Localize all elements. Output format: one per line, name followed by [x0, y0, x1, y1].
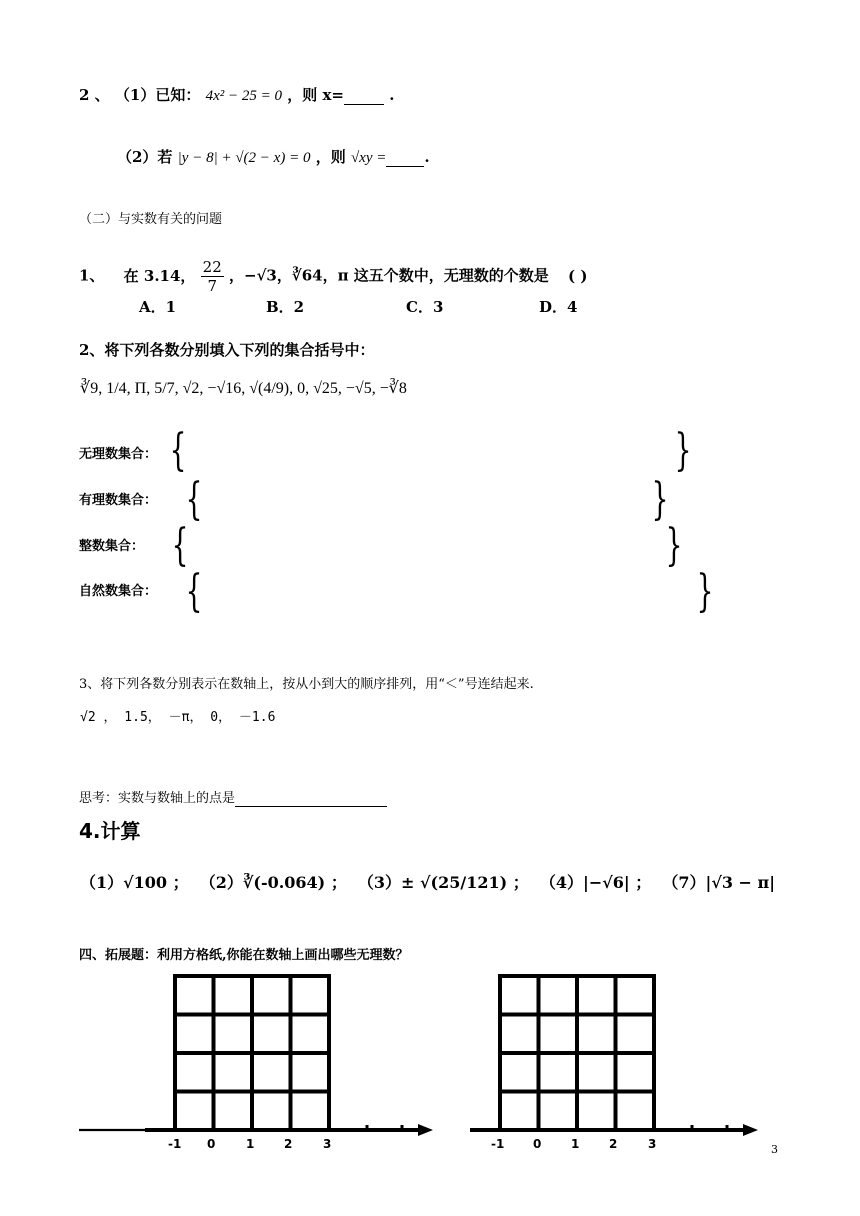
axis-label: 3 [323, 1137, 332, 1151]
q-axis-numbers: √2 ， 1.5， －π， 0， －1.6 [80, 710, 276, 725]
right-brace: } [696, 566, 714, 617]
q-axis-title: 3、将下列各数分别表示在数轴上，按从小到大的顺序排列，用“＜”号连结起来. [79, 677, 534, 692]
q2-part1-end: . [383, 86, 395, 104]
axis-label: -1 [491, 1137, 505, 1151]
option-b: B．2 [266, 298, 305, 316]
grid-right [500, 976, 654, 1130]
think-line [79, 787, 387, 807]
calc-item-1: （1）√100 ； [80, 873, 189, 892]
q2-part1-tail: ，则 x= [287, 86, 344, 104]
axis-label: 0 [207, 1137, 216, 1151]
calc-item-2: （2）∛(-0.064) ； [199, 873, 347, 892]
right-brace: } [665, 520, 683, 571]
set-label-rational: 有理数集合： [79, 493, 158, 508]
calc-item-4: （4）|−√6| ； [539, 873, 652, 892]
calc-item-7: （7）|√3 − π| [662, 873, 776, 892]
axis-label: 1 [246, 1137, 255, 1151]
q2-part2-expression: √xy = [350, 150, 387, 166]
q2-part2-end: . [424, 148, 430, 166]
left-brace: { [185, 474, 203, 525]
option-a: A．1 [139, 298, 177, 316]
axis-label: 1 [571, 1137, 580, 1151]
fraction-numerator: 22 [202, 258, 222, 276]
fraction-denominator: 7 [207, 277, 217, 295]
q2-part2-tail: ，则 [315, 148, 346, 166]
q-calc-items [80, 870, 775, 893]
q2-part2-label: （2）若 [117, 148, 173, 166]
q-irrational-stem-a: 在 3.14， [123, 266, 196, 285]
page-number: 3 [771, 1143, 778, 1156]
axis-label: 0 [533, 1137, 542, 1151]
answer-blank [235, 791, 387, 807]
axis-label: 2 [609, 1137, 618, 1151]
answer-paren: ( ) [568, 266, 588, 285]
left-brace: { [169, 425, 187, 476]
fraction [201, 258, 224, 295]
section-title-4: 四、拓展题：利用方格纸,你能在数轴上画出哪些无理数？ [79, 948, 409, 963]
answer-blank [386, 148, 424, 167]
q2-part2 [117, 146, 430, 167]
grid-left [175, 976, 329, 1130]
set-label-natural: 自然数集合： [79, 584, 158, 599]
section-title-2: （二）与实数有关的问题 [79, 212, 223, 227]
number-line-left [79, 1124, 433, 1136]
answer-blank [344, 86, 384, 105]
axis-label: 3 [648, 1137, 657, 1151]
set-label-integer: 整数集合： [79, 539, 145, 554]
axis-label: 2 [284, 1137, 293, 1151]
q2-part1-equation: 4x² − 25 = 0 [205, 88, 282, 104]
grid-figure [0, 968, 860, 1178]
think-label: 思考：实数与数轴上的点是 [79, 791, 236, 806]
calc-item-3: （3）± √(25/121) ； [357, 873, 529, 892]
q2-part2-equation: |y − 8| + √(2 − x) = 0 [177, 150, 311, 166]
left-brace: { [185, 566, 203, 617]
q2-part1 [79, 84, 394, 105]
left-brace: { [171, 520, 189, 571]
q2-part1-label: （1）已知： [114, 86, 201, 104]
set-label-irrational: 无理数集合： [79, 447, 158, 462]
right-brace: } [674, 425, 692, 476]
q-calc-title: 4.计算 [79, 819, 141, 843]
q-irrational [79, 258, 587, 295]
right-brace: } [651, 474, 669, 525]
option-c: C．3 [406, 298, 444, 316]
q-irrational-number: 1、 [79, 266, 105, 285]
axis-label: -1 [168, 1137, 182, 1151]
q-irrational-stem-b: ，−√3，∛64，π 这五个数中，无理数的个数是 [229, 266, 549, 285]
q2-number: 2 、 [79, 86, 110, 104]
option-d: D．4 [539, 298, 578, 316]
q-sets-numbers: ∛9, 1/4, Π, 5/7, √2, −√16, √(4/9), 0, √25, −√5, −∛8 [80, 380, 407, 397]
q-sets-title: 2、将下列各数分别填入下列的集合括号中： [79, 341, 375, 359]
